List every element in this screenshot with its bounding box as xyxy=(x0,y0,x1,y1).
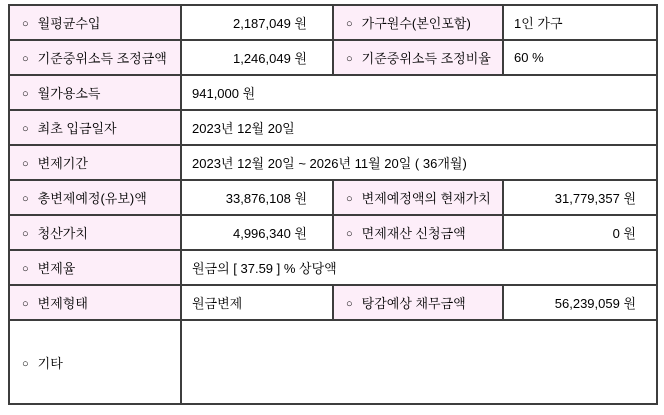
table-row xyxy=(9,40,657,75)
value-cell: 56,239,059 원 xyxy=(503,285,657,320)
row-label: 기준중위소득 조정비율 xyxy=(361,51,491,66)
circle-bullet-icon: ○ xyxy=(22,158,29,170)
value-cell: 2,187,049 원 xyxy=(181,5,333,40)
row-label: 월평균수입 xyxy=(37,16,101,31)
label-cell xyxy=(9,110,181,145)
circle-bullet-icon: ○ xyxy=(22,298,29,310)
row-label: 면제재산 신청금액 xyxy=(361,226,466,241)
label-cell xyxy=(9,5,181,40)
row-label: 변제예정액의 현재가치 xyxy=(361,191,491,206)
label-cell xyxy=(9,75,181,110)
circle-bullet-icon: ○ xyxy=(346,18,353,30)
table-row xyxy=(9,145,657,180)
row-label: 최초 입금일자 xyxy=(37,121,117,136)
value-cell: 2023년 12월 20일 xyxy=(181,110,657,145)
row-label: 기준중위소득 조정금액 xyxy=(37,51,167,66)
value-cell: 원금의 [ 37.59 ] % 상당액 xyxy=(181,250,657,285)
label-cell xyxy=(333,180,503,215)
label-cell xyxy=(9,215,181,250)
value-cell: 941,000 원 xyxy=(181,75,657,110)
row-label: 청산가치 xyxy=(37,226,88,241)
circle-bullet-icon: ○ xyxy=(22,123,29,135)
label-cell xyxy=(333,5,503,40)
value-cell: 60 % xyxy=(503,40,657,75)
label-cell xyxy=(9,320,181,404)
circle-bullet-icon: ○ xyxy=(22,193,29,205)
circle-bullet-icon: ○ xyxy=(22,357,29,370)
table-row xyxy=(9,250,657,285)
label-cell xyxy=(9,40,181,75)
value-cell: 31,779,357 원 xyxy=(503,180,657,215)
row-label: 가구원수(본인포함) xyxy=(361,16,471,31)
table-row xyxy=(9,215,657,250)
table-row xyxy=(9,285,657,320)
circle-bullet-icon: ○ xyxy=(346,53,353,65)
row-label: 변제기간 xyxy=(37,156,88,171)
row-label: 변제형태 xyxy=(37,296,88,311)
label-cell xyxy=(9,180,181,215)
table-row xyxy=(9,110,657,145)
value-cell: 1인 가구 xyxy=(503,5,657,40)
circle-bullet-icon: ○ xyxy=(22,18,29,30)
row-label: 기타 xyxy=(37,355,63,371)
value-cell: 원금변제 xyxy=(181,285,333,320)
row-label: 변제율 xyxy=(37,261,76,276)
row-label: 탕감예상 채무금액 xyxy=(361,296,466,311)
repayment-summary-table xyxy=(8,4,658,405)
label-cell xyxy=(333,215,503,250)
label-cell xyxy=(9,285,181,320)
circle-bullet-icon: ○ xyxy=(22,53,29,65)
value-cell: 4,996,340 원 xyxy=(181,215,333,250)
value-cell xyxy=(181,320,657,404)
circle-bullet-icon: ○ xyxy=(346,298,353,310)
label-cell xyxy=(9,250,181,285)
row-label: 총변제예정(유보)액 xyxy=(37,191,147,206)
label-cell xyxy=(333,285,503,320)
circle-bullet-icon: ○ xyxy=(22,228,29,240)
value-cell: 1,246,049 원 xyxy=(181,40,333,75)
row-label: 월가용소득 xyxy=(37,86,101,101)
circle-bullet-icon: ○ xyxy=(346,193,353,205)
value-cell: 33,876,108 원 xyxy=(181,180,333,215)
value-cell: 2023년 12월 20일 ~ 2026년 11월 20일 ( 36개월) xyxy=(181,145,657,180)
label-cell xyxy=(333,40,503,75)
circle-bullet-icon: ○ xyxy=(346,228,353,240)
table-row xyxy=(9,75,657,110)
circle-bullet-icon: ○ xyxy=(22,263,29,275)
table-row xyxy=(9,180,657,215)
value-cell: 0 원 xyxy=(503,215,657,250)
table-row xyxy=(9,5,657,40)
circle-bullet-icon: ○ xyxy=(22,88,29,100)
label-cell xyxy=(9,145,181,180)
table-row xyxy=(9,320,657,404)
